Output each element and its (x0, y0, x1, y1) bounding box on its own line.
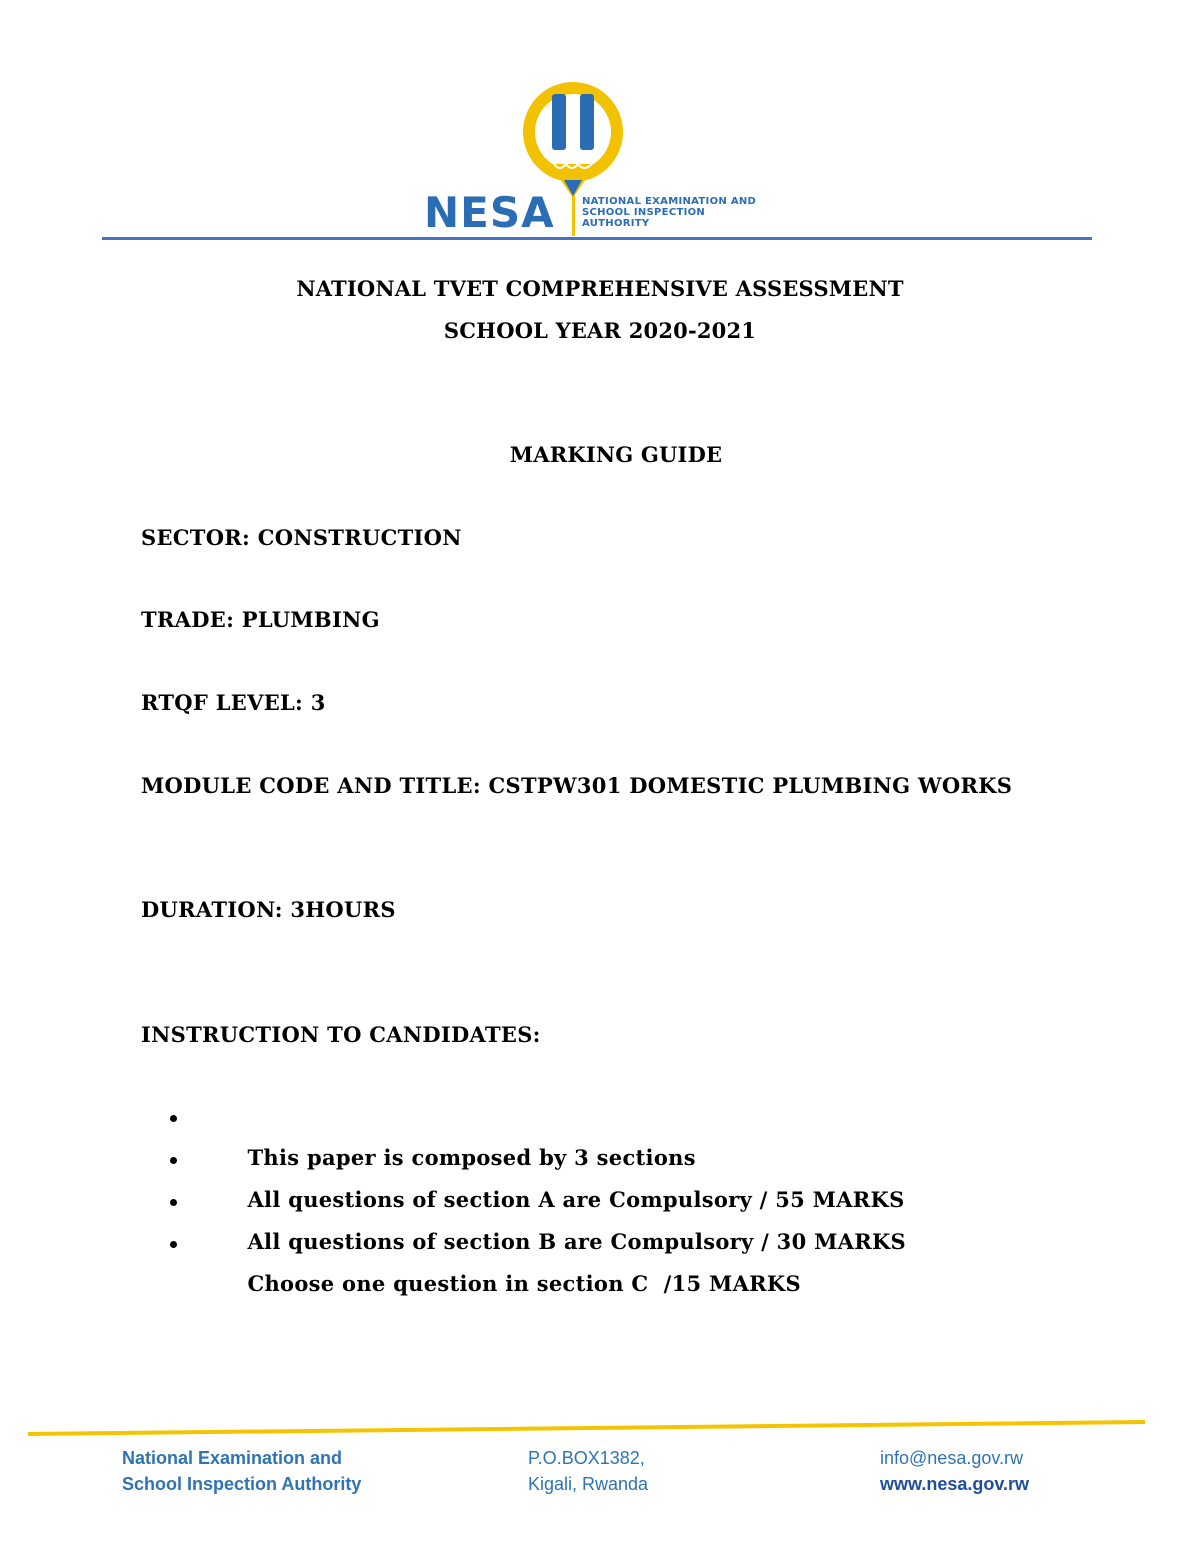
footer-org-line2: School Inspection Authority (122, 1474, 362, 1494)
footer-email-link[interactable]: info@nesa.gov.rw (880, 1448, 1024, 1468)
nesa-logo (420, 80, 760, 240)
footer-website-link[interactable]: www.nesa.gov.rw (880, 1474, 1030, 1494)
instruction-text: This paper is composed by 3 sections (247, 1145, 696, 1170)
footer-address-line1: P.O.BOX1382, (528, 1448, 645, 1468)
assessment-title: NATIONAL TVET COMPREHENSIVE ASSESSMENT (296, 276, 904, 301)
sector-field: SECTOR: CONSTRUCTION (141, 525, 462, 550)
instructions-heading: INSTRUCTION TO CANDIDATES: (141, 1022, 541, 1047)
list-item (141, 1182, 907, 1254)
bullet-icon (170, 1157, 177, 1164)
footer-contact (880, 1445, 1029, 1497)
bullet-icon (170, 1199, 177, 1206)
logo-divider (572, 196, 575, 236)
header-rule (102, 237, 1092, 240)
logo-wordmark: NESA (424, 188, 555, 237)
bullet-icon (170, 1241, 177, 1248)
school-year: SCHOOL YEAR 2020-2021 (443, 318, 757, 343)
logo-fullname: NATIONAL EXAMINATION AND SCHOOL INSPECTION AUTHORITY (582, 196, 757, 229)
list-item (141, 1224, 906, 1296)
footer-org-line1: National Examination and (122, 1448, 343, 1468)
footer-address (528, 1445, 648, 1497)
list-item (141, 1098, 906, 1170)
rtqf-level-field: RTQF LEVEL: 3 (141, 690, 326, 715)
footer-organization (122, 1445, 361, 1497)
document-type: MARKING GUIDE (509, 442, 723, 467)
pencil-emblem-icon (508, 80, 638, 200)
instruction-text: Choose one question in section C /15 MARKS (247, 1271, 801, 1296)
footer-address-line2: Kigali, Rwanda (528, 1474, 649, 1494)
duration-field: DURATION: 3HOURS (141, 897, 396, 922)
instruction-text: All questions of section A are Compulsory / 55 MARKS (247, 1187, 905, 1212)
instructions-list (141, 1098, 907, 1296)
bullet-icon (170, 1115, 177, 1122)
footer-rule (0, 1410, 1200, 1440)
trade-field: TRADE: PLUMBING (141, 607, 380, 632)
instruction-text: All questions of section B are Compulsory / 30 MARKS (247, 1229, 907, 1254)
list-item (141, 1140, 906, 1212)
module-field: MODULE CODE AND TITLE: CSTPW301 DOMESTIC PLUMBING WORKS (141, 773, 1013, 798)
